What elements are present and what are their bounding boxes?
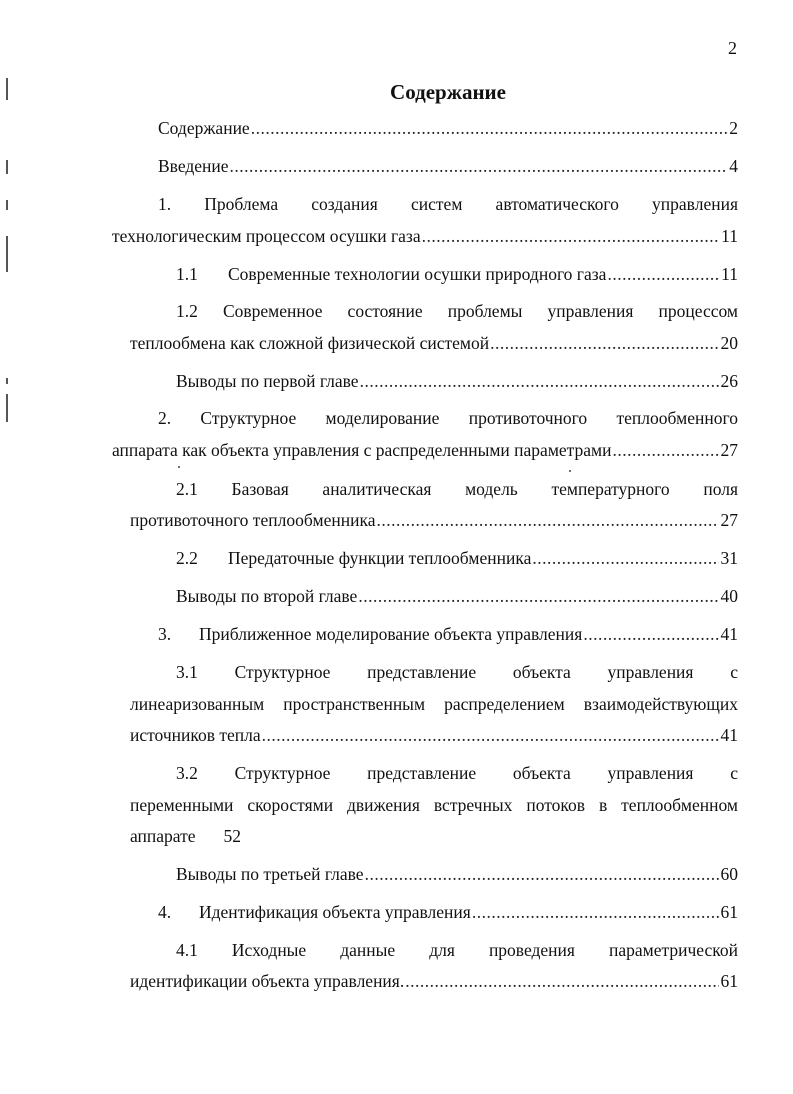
toc-word: Базовая <box>231 479 289 499</box>
toc-entry-number: 2.1 <box>176 479 198 499</box>
toc-entry-page: 31 <box>720 548 738 568</box>
toc-word: управления <box>652 194 738 214</box>
toc-word: моделирование <box>325 408 440 428</box>
toc-entry-page: 20 <box>720 333 738 353</box>
dot-leader <box>377 510 719 530</box>
toc-word: управления <box>607 763 694 783</box>
toc-entry-page: 41 <box>720 624 738 644</box>
toc-word: Структурное <box>234 763 331 783</box>
toc-entry-first-line[interactable] <box>176 662 738 682</box>
dot-leader <box>532 548 718 568</box>
toc-entry-continuation[interactable] <box>130 725 738 745</box>
toc-word: Исходные <box>231 940 307 960</box>
toc-word: в <box>598 795 608 815</box>
toc-word: линеаризованным <box>130 694 265 714</box>
toc-word: процессом <box>658 301 738 321</box>
toc-word: потоков <box>526 795 586 815</box>
toc-entry-page: 41 <box>720 725 738 745</box>
toc-word: объекта <box>512 763 571 783</box>
toc-entry-label: Выводы по второй главе <box>176 586 358 606</box>
toc-entry[interactable] <box>158 902 738 922</box>
toc-entry-label: аппарата как объекта управления с распределенными параметрами <box>112 440 612 460</box>
dot-leader <box>262 725 719 745</box>
toc-entry-label: Содержание <box>158 118 250 138</box>
toc-word: противоточного <box>468 408 588 428</box>
dot-leader <box>607 264 719 284</box>
dot-leader <box>490 333 718 353</box>
toc-word: проблемы <box>447 301 523 321</box>
toc-entry-page: 11 <box>721 264 738 284</box>
page-title: Содержание <box>390 80 506 104</box>
toc-entry-page: 4 <box>729 156 738 176</box>
toc-entry-number: 1.2 <box>176 301 198 321</box>
toc-word: автоматического <box>495 194 619 214</box>
toc-word: Проблема <box>204 194 279 214</box>
toc-entry-label: противоточного теплообменника <box>130 510 376 530</box>
toc-word: для <box>429 940 455 960</box>
dot-leader <box>230 156 728 176</box>
toc-entry-page: 11 <box>721 226 738 246</box>
toc-entry[interactable] <box>176 371 738 391</box>
dot-leader <box>358 586 718 606</box>
toc-word: Структурное <box>200 408 297 428</box>
toc-entry-continuation[interactable] <box>130 826 241 846</box>
dot-leader <box>472 902 719 922</box>
toc-entry-continuation[interactable] <box>130 333 738 353</box>
toc-entry[interactable] <box>176 264 738 284</box>
page-number: 2 <box>728 38 737 58</box>
toc-word: теплообменном <box>621 795 738 815</box>
toc-entry-continuation[interactable] <box>112 440 738 460</box>
toc-entry-continuation[interactable] <box>130 971 738 991</box>
toc-word: распределением <box>444 694 565 714</box>
toc-entry-label: Введение <box>158 156 229 176</box>
toc-entry-number: 2. <box>158 408 172 428</box>
toc-entry-second-line[interactable] <box>130 694 738 714</box>
dot-leader <box>405 971 718 991</box>
toc-word: пространственным <box>283 694 426 714</box>
toc-entry-number: 3.2 <box>176 763 198 783</box>
toc-word: управления <box>547 301 634 321</box>
toc-entry-number: 1.1 <box>176 264 198 284</box>
dot-leader <box>422 226 720 246</box>
toc-entry[interactable] <box>176 864 738 884</box>
toc-word: представление <box>367 763 477 783</box>
toc-entry-first-line[interactable] <box>176 763 738 783</box>
toc-entry-label: Современные технологии осушки природного газа <box>228 264 607 284</box>
dot-leader <box>612 440 718 460</box>
toc-entry-label: Идентификация объекта управления <box>199 902 471 922</box>
toc-word: управления <box>607 662 694 682</box>
toc-entry-page: 27 <box>720 510 738 530</box>
toc-word: с <box>730 662 738 682</box>
toc-entry-number: 4.1 <box>176 940 198 960</box>
toc-word: объекта <box>512 662 571 682</box>
toc-entry-label: технологическим процессом осушки газа <box>112 226 421 246</box>
dot-leader <box>251 118 728 138</box>
toc-entry-number: 3.1 <box>176 662 198 682</box>
toc-entry-page: 2 <box>729 118 738 138</box>
toc-entry-first-line[interactable] <box>176 479 738 499</box>
dot-leader <box>360 371 719 391</box>
toc-word: переменными <box>130 795 234 815</box>
toc-word: данные <box>340 940 396 960</box>
toc-word: создания <box>311 194 378 214</box>
toc-entry-page: 61 <box>720 902 738 922</box>
toc-word: Структурное <box>234 662 331 682</box>
toc-entry-label: теплообмена как сложной физической системой <box>130 333 490 353</box>
toc-word: модель <box>465 479 518 499</box>
toc-word: встречных <box>433 795 513 815</box>
toc-entry[interactable] <box>158 118 738 138</box>
toc-entry-number: 3. <box>158 624 172 644</box>
toc-word: проведения <box>488 940 575 960</box>
toc-entry[interactable] <box>158 624 738 644</box>
toc-entry-first-line[interactable] <box>158 194 738 214</box>
toc-word: аналитическая <box>322 479 432 499</box>
toc-word: систем <box>411 194 463 214</box>
toc-entry-page: 52 <box>223 826 242 846</box>
toc-word: движения <box>347 795 420 815</box>
toc-entry-first-line[interactable] <box>158 408 738 428</box>
toc-entry-page: 60 <box>720 864 738 884</box>
dot-leader <box>583 624 718 644</box>
toc-entry-label: аппарате <box>130 826 196 846</box>
scan-speck <box>178 466 180 468</box>
toc-entry-label: идентификации объекта управления. <box>130 971 405 991</box>
toc-entry-first-line[interactable] <box>176 301 738 321</box>
toc-word: параметрической <box>608 940 738 960</box>
dot-leader <box>365 864 719 884</box>
toc-word: представление <box>367 662 477 682</box>
toc-entry-label: Передаточные функции теплообменника <box>228 548 532 568</box>
toc-word: с <box>730 763 738 783</box>
toc-entry[interactable] <box>176 586 738 606</box>
toc-entry-first-line[interactable] <box>176 940 738 960</box>
toc-entry-page: 40 <box>720 586 738 606</box>
toc-entry-label: Выводы по первой главе <box>176 371 359 391</box>
toc-word: взаимодействующих <box>583 694 738 714</box>
toc-word: Современное <box>222 301 323 321</box>
toc-entry-label: Приближенное моделирование объекта управления <box>199 624 583 644</box>
toc-entry-number: 1. <box>158 194 172 214</box>
toc-word: температурного <box>551 479 670 499</box>
toc-entry-page: 27 <box>720 440 738 460</box>
toc-word: скоростями <box>247 795 334 815</box>
toc-entry-label: Выводы по третьей главе <box>176 864 364 884</box>
scan-speck <box>569 470 571 472</box>
toc-entry-label: источников тепла <box>130 725 261 745</box>
toc-entry-number: 2.2 <box>176 548 198 568</box>
toc-entry-second-line[interactable] <box>130 795 738 815</box>
toc-entry-page: 26 <box>720 371 738 391</box>
toc-entry[interactable] <box>176 548 738 568</box>
toc-entry-number: 4. <box>158 902 172 922</box>
toc-entry-page: 61 <box>720 971 738 991</box>
toc-word: состояние <box>347 301 423 321</box>
toc-entry[interactable] <box>158 156 738 176</box>
toc-entry-continuation[interactable] <box>112 226 738 246</box>
toc-entry-continuation[interactable] <box>130 510 738 530</box>
toc-word: поля <box>703 479 738 499</box>
toc-word: теплообменного <box>616 408 738 428</box>
